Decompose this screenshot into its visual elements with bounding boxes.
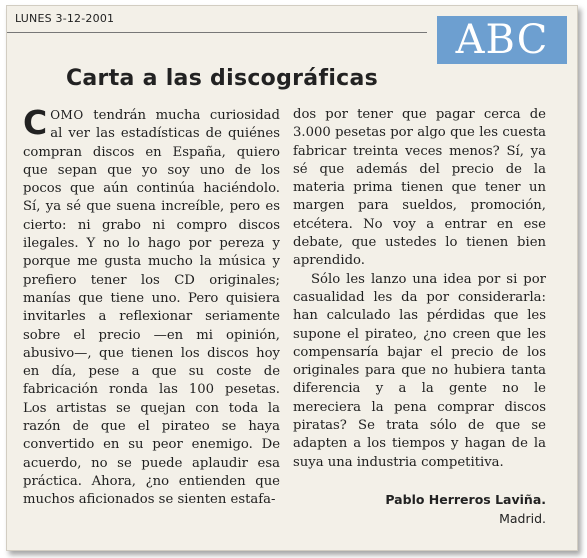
signature-block (293, 490, 546, 528)
article-paragraph-1-cont: dos por tener que pagar cerca de 3.000 pesetas por algo que les cuesta fabricar treinta veces menos? Sí, ya sé que además del precio de la materia prima tienen que tener un margen para sueldos, promoción, etcétera. No voy a entrar en ese debate, que ustedes lo tienen bien aprendido. (293, 107, 546, 269)
article-text-col1: tendrán mucha curiosidad al ver las estadísticas de quiénes compran discos en España, quiero que sepan que yo soy uno de los pocos que aún continúa haciéndolo. Sí, ya sé que suena increíble, pero es cierto: ni grabo ni compro discos ilegales. Y no lo hago por pereza y porque me gusta mucho la música y prefiero tener los CD originales; manías que tiene uno. Pero quisiera invitarles a reflexionar seriamente sobre el precio —en mi opinión, abusivo—, que tienen los discos hoy en día, pese a que su coste de fabricación ronda las 100 pesetas. Los artistas se quejan con toda la razón de que el pirateo se haya convertido en su peor enemigo. De acuerdo, no se puede aplaudir esa práctica. Ahora, ¿no entienden que muchos aficionados se sienten estafa- (23, 108, 280, 508)
article-paragraph-2: Sólo les lanzo una idea por si por casualidad les da por considerarla: han calculado las pérdidas que les supone el pirateo, ¿no creen que les compensaría bajar el precio de los originales para que no hubiera tanta diferencia y a la gente no le mereciera la pena comprar discos piratas? Se trata sólo de que se adapten a los tiempos y hagan de la suya una industria competitiva. (293, 271, 546, 470)
article-paragraph-1 (23, 103, 280, 510)
abc-logo (437, 16, 567, 64)
article-title: Carta a las discográficas (65, 66, 379, 91)
issue-date: LUNES 3-12-2001 (15, 12, 115, 25)
header-rule (7, 32, 427, 33)
first-word-small-caps: OMO (50, 108, 84, 122)
drop-cap: C (23, 103, 48, 142)
author-name: Pablo Herreros Laviña. (385, 492, 546, 507)
newspaper-clipping (6, 5, 578, 551)
logo-text: ABC (455, 17, 549, 63)
article-column-left (23, 103, 280, 510)
article-column-right (293, 106, 546, 472)
author-city: Madrid. (499, 511, 546, 526)
